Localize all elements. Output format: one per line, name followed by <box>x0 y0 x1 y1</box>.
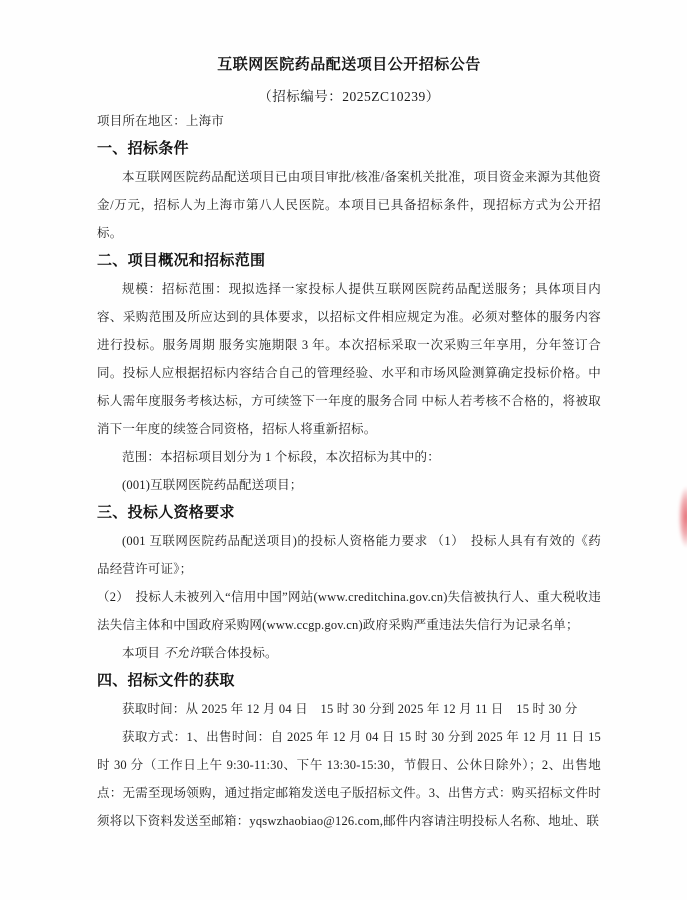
red-seal-fragment <box>678 486 687 548</box>
acquisition-time-line: 获取时间：从 2025 年 12 月 04 日 15 时 30 分到 2025 年 12 月 11 日 15 时 30 分 <box>122 702 578 716</box>
paragraph: （2） 投标人未被列入“信用中国”网站(www.creditchina.gov.cn)失信被执行人、重大税收违法失信主体和中国政府采购网(www.ccgp.gov.cn)政府采购严重违法失信行为记录名单； <box>97 590 601 632</box>
joint-bid-prefix: 本项目 <box>122 646 164 660</box>
section-bidder-qualification-heading: 三、投标人资格要求 <box>97 504 235 521</box>
joint-bid-emphasis: 不允许 <box>163 646 202 660</box>
paragraph: 本互联网医院药品配送项目已由项目审批/核准/备案机关批准，项目资金来源为其他资金/万元，招标人为上海市第八人民医院。本项目已具备招标条件，现招标方式为公开招标。 <box>97 170 601 240</box>
section-tender-conditions <box>97 135 601 247</box>
acquisition-method-paragraph: 获取方式：1、出售时间：自 2025 年 12 月 04 日 15 时 30 分到 2025 年 12 月 11 日 15 时 30 分（工作日上午 9:30-11:30、下午 13:30-15:30，节假日、公休日除外）；2、出售地点：无需至现场领购，通过指定邮箱发送电子版招标文件。3、出售方式：购买招标文件时须将以下资料发送至邮箱：yqswzhaobiao@126.com,邮件内容请注明投标人名称、地址、联 <box>97 730 601 828</box>
section-document-acquisition-heading: 四、招标文件的获取 <box>97 672 235 689</box>
joint-bid-line <box>97 639 601 667</box>
project-location: 项目所在地区：上海市 <box>97 114 225 128</box>
section-tender-conditions-heading: 一、招标条件 <box>97 140 189 157</box>
lot-001-line: (001)互联网医院药品配送项目； <box>122 478 303 492</box>
section-project-overview-heading: 二、项目概况和招标范围 <box>97 252 266 269</box>
joint-bid-suffix: 联合体投标。 <box>201 646 278 660</box>
tender-number: （招标编号：2025ZC10239） <box>258 89 440 104</box>
section-bidder-qualification <box>97 499 601 667</box>
paragraph: 规模：招标范围：现拟选择一家投标人提供互联网医院药品配送服务；具体项目内容、采购范围及所应达到的具体要求，以招标文件相应规定为准。必须对整体的服务内容进行投标。服务周期 服务实施期限 3 年。本次招标采取一次采购三年享用，分年签订合同。投标人应根据招标内容结合自己的管理经验、水平和市场风险测算确定投标价格。中标人需年度服务考核达标，方可续签下一年度的服务合同 中标人若考核不合格的，将被取消下一年度的续签合同资格，招标人将重新招标。 <box>97 282 601 436</box>
paragraph: (001 互联网医院药品配送项目)的投标人资格能力要求 （1） 投标人具有有效的《药品经营许可证》； <box>97 534 601 576</box>
document-title: 互联网医院药品配送项目公开招标公告 <box>217 57 481 73</box>
section-project-overview-scope <box>97 247 601 499</box>
paragraph: 范围：本招标项目划分为 1 个标段，本次招标为其中的： <box>122 450 440 464</box>
section-document-acquisition <box>97 667 601 835</box>
